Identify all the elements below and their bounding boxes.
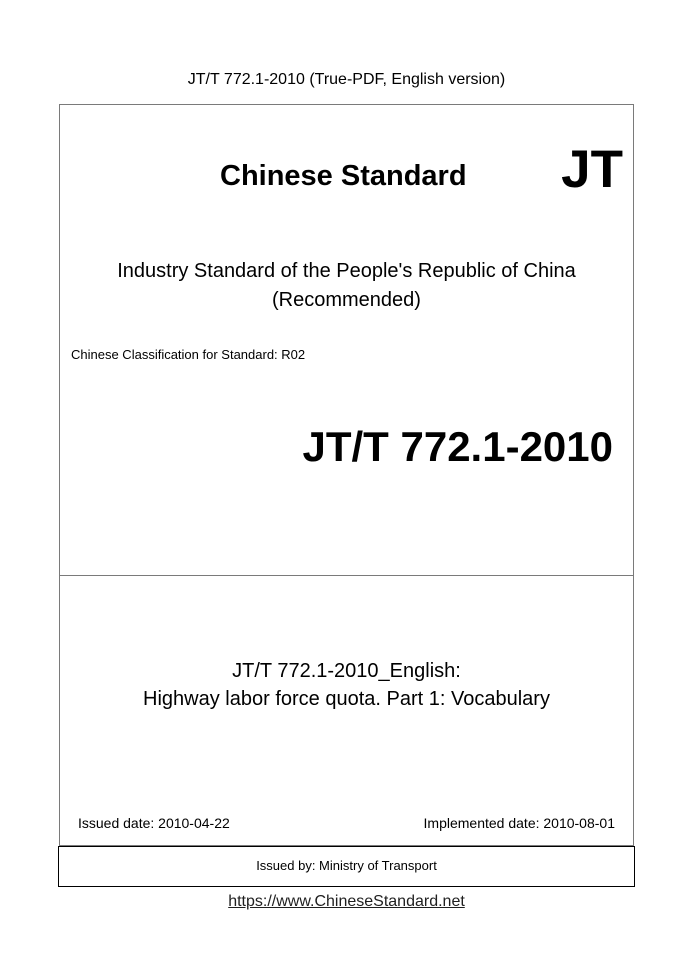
cover-frame (59, 104, 634, 846)
industry-line: Industry Standard of the People's Republic of China (117, 260, 576, 282)
issued-date: Issued date: 2010-04-22 (78, 815, 230, 831)
issuer-box: Issued by: Ministry of Transport (58, 846, 635, 887)
document-title (60, 657, 633, 713)
recommended-label: (Recommended) (272, 289, 421, 311)
document-subtitle-line: Highway labor force quota. Part 1: Vocabulary (143, 688, 550, 710)
standard-mark: JT (561, 140, 623, 199)
standard-number: JT/T 772.1-2010 (302, 423, 613, 470)
implemented-date: Implemented date: 2010-08-01 (423, 815, 615, 831)
cover-top-section (60, 105, 633, 575)
website-link[interactable]: https://www.ChineseStandard.net (228, 893, 465, 910)
cover-title: Chinese Standard (220, 160, 467, 192)
section-divider (60, 575, 633, 576)
industry-statement (60, 257, 633, 315)
document-title-line: JT/T 772.1-2010_English: (232, 660, 461, 682)
footer (0, 893, 693, 911)
classification-label: Chinese Classification for Standard: R02 (71, 347, 306, 362)
page-header: JT/T 772.1-2010 (True-PDF, English version) (187, 71, 506, 88)
